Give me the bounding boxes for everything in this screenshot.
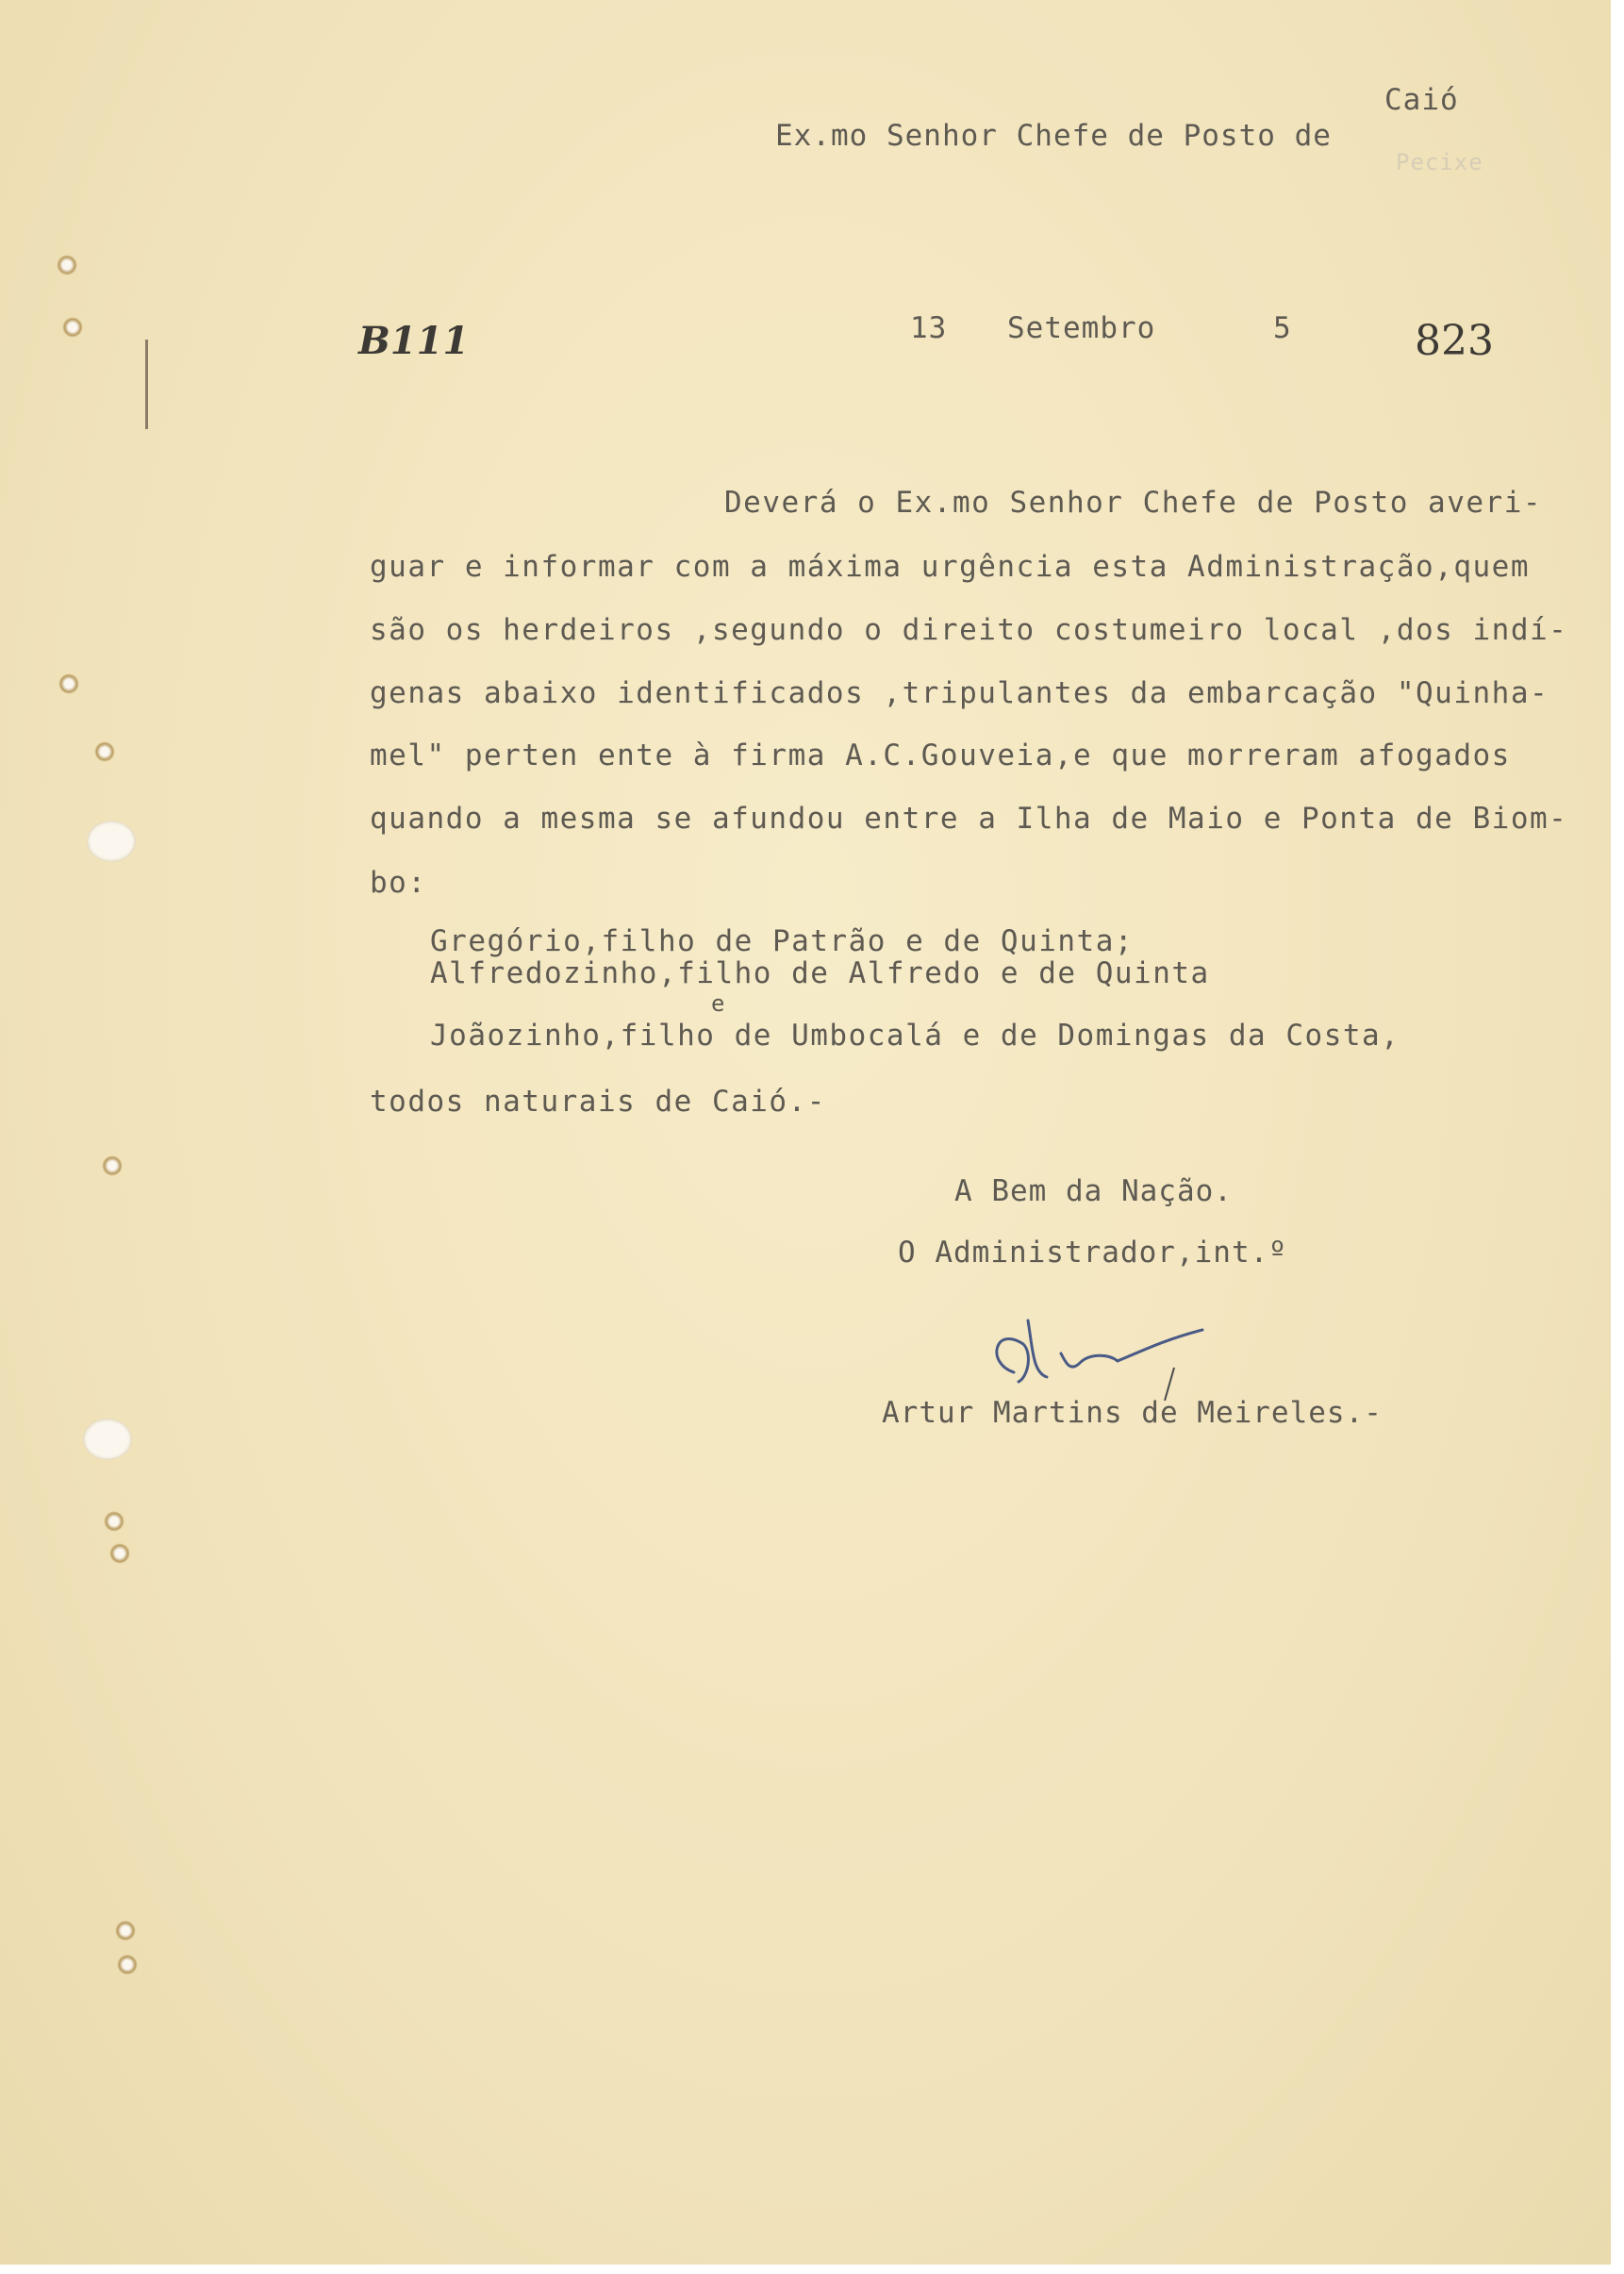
body-line: são os herdeiros ,segundo o direito costumeiro local ,dos indí- [370, 613, 1568, 647]
signatory-name: Artur Martins de Meireles.- [882, 1396, 1383, 1430]
body-line: genas abaixo identificados ,tripulantes da embarcação "Quinha- [370, 676, 1549, 710]
staple-hole [102, 1155, 123, 1176]
body-line: mel" perten ente à firma A.C.Gouveia,e que morreram afogados [370, 739, 1511, 772]
staple-hole [58, 673, 79, 694]
staple-hole [115, 1920, 136, 1941]
staple-hole [94, 741, 115, 762]
addressee-line: Ex.mo Senhor Chefe de Posto de [775, 119, 1332, 153]
place-name: Caió [1384, 83, 1459, 117]
salutation: A Bem da Nação. [954, 1174, 1233, 1208]
person-entry: Joãozinho,filho de Umbocalá e de Domingas da Costa, [430, 1019, 1400, 1053]
staple-hole [62, 317, 83, 338]
signatory-role: O Administrador,int.º [898, 1236, 1287, 1270]
body-line: quando a mesma se afundou entre a Ilha de Maio e Ponta de Biom- [370, 802, 1568, 836]
scan-edge [1611, 0, 1624, 2274]
body-line: bo: [370, 866, 427, 900]
date-month: Setembro [1007, 311, 1156, 345]
punch-hole [87, 821, 136, 862]
scan-edge [0, 2265, 1624, 2274]
person-entry: Alfredozinho,filho de Alfredo e de Quinta [430, 956, 1210, 990]
date-year-digit: 5 [1273, 311, 1292, 345]
staple-hole [57, 255, 77, 275]
document-number: 823 [1415, 317, 1494, 365]
crossed-place-name: Pecixe [1396, 149, 1483, 175]
date-day: 13 [910, 311, 948, 345]
staple-hole [117, 1954, 138, 1975]
body-line: Deverá o Ex.mo Senhor Chefe de Posto averi- [724, 486, 1543, 520]
staple-hole [109, 1543, 130, 1564]
margin-mark [145, 340, 148, 429]
staple-hole [104, 1511, 124, 1532]
person-conjunction: e [711, 990, 726, 1017]
person-entry: Gregório,filho de Patrão e de Quinta; [430, 924, 1135, 958]
closing-line: todos naturais de Caió.- [370, 1085, 826, 1119]
handwritten-code: B111 [358, 319, 470, 363]
handwritten-signature [976, 1306, 1221, 1401]
body-line: guar e informar com a máxima urgência esta Administração,quem [370, 550, 1530, 584]
punch-hole [83, 1419, 132, 1460]
